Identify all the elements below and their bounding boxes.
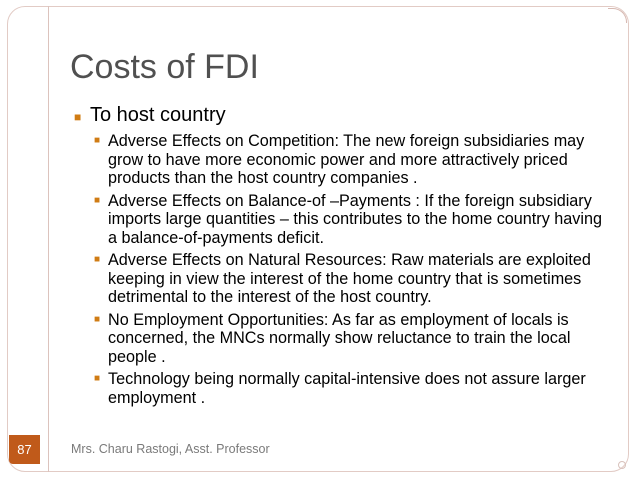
square-bullet-icon: ■: [94, 135, 101, 146]
left-divider-line: [48, 6, 49, 472]
square-bullet-icon: ■: [94, 254, 101, 265]
list-item-text: Technology being normally capital-intensive does not assure larger employment .: [108, 370, 586, 407]
footer-author: Mrs. Charu Rastogi, Asst. Professor: [71, 442, 270, 456]
level1-bullet-text: To host country: [90, 104, 226, 126]
slide-title: Costs of FDI: [70, 48, 259, 86]
square-bullet-icon: ■: [94, 313, 101, 325]
square-bullet-icon: ■: [94, 373, 101, 384]
corner-dot-decoration: [618, 461, 626, 469]
sub-bullet-list: [94, 132, 614, 411]
list-item: [94, 251, 614, 307]
list-item: [94, 311, 614, 367]
square-bullet-icon: ■: [74, 110, 82, 124]
list-item-text: Adverse Effects on Natural Resources: Raw materials are exploited keeping in view the interest of the home country that is sometimes detrimental to the interest of the host country.: [108, 251, 591, 306]
page-number-badge: 87: [9, 435, 40, 464]
list-item: [94, 370, 614, 407]
list-item-text: Adverse Effects on Balance-of –Payments : If the foreign subsidiary imports large quantities – this contributes to the home country having a balance-of-payments deficit.: [108, 191, 602, 247]
list-item-text: No Employment Opportunities: As far as employment of locals is concerned, the MNCs normally show reluctance to train the local people .: [108, 310, 571, 366]
list-item: [94, 132, 614, 188]
list-item: [94, 192, 614, 248]
list-item-text: Adverse Effects on Competition: The new foreign subsidiaries may grow to have more economic power and more attractively priced products than the host country companies .: [108, 132, 585, 187]
corner-decoration: [608, 8, 627, 23]
square-bullet-icon: ■: [94, 194, 101, 206]
level1-bullet: [74, 104, 226, 127]
